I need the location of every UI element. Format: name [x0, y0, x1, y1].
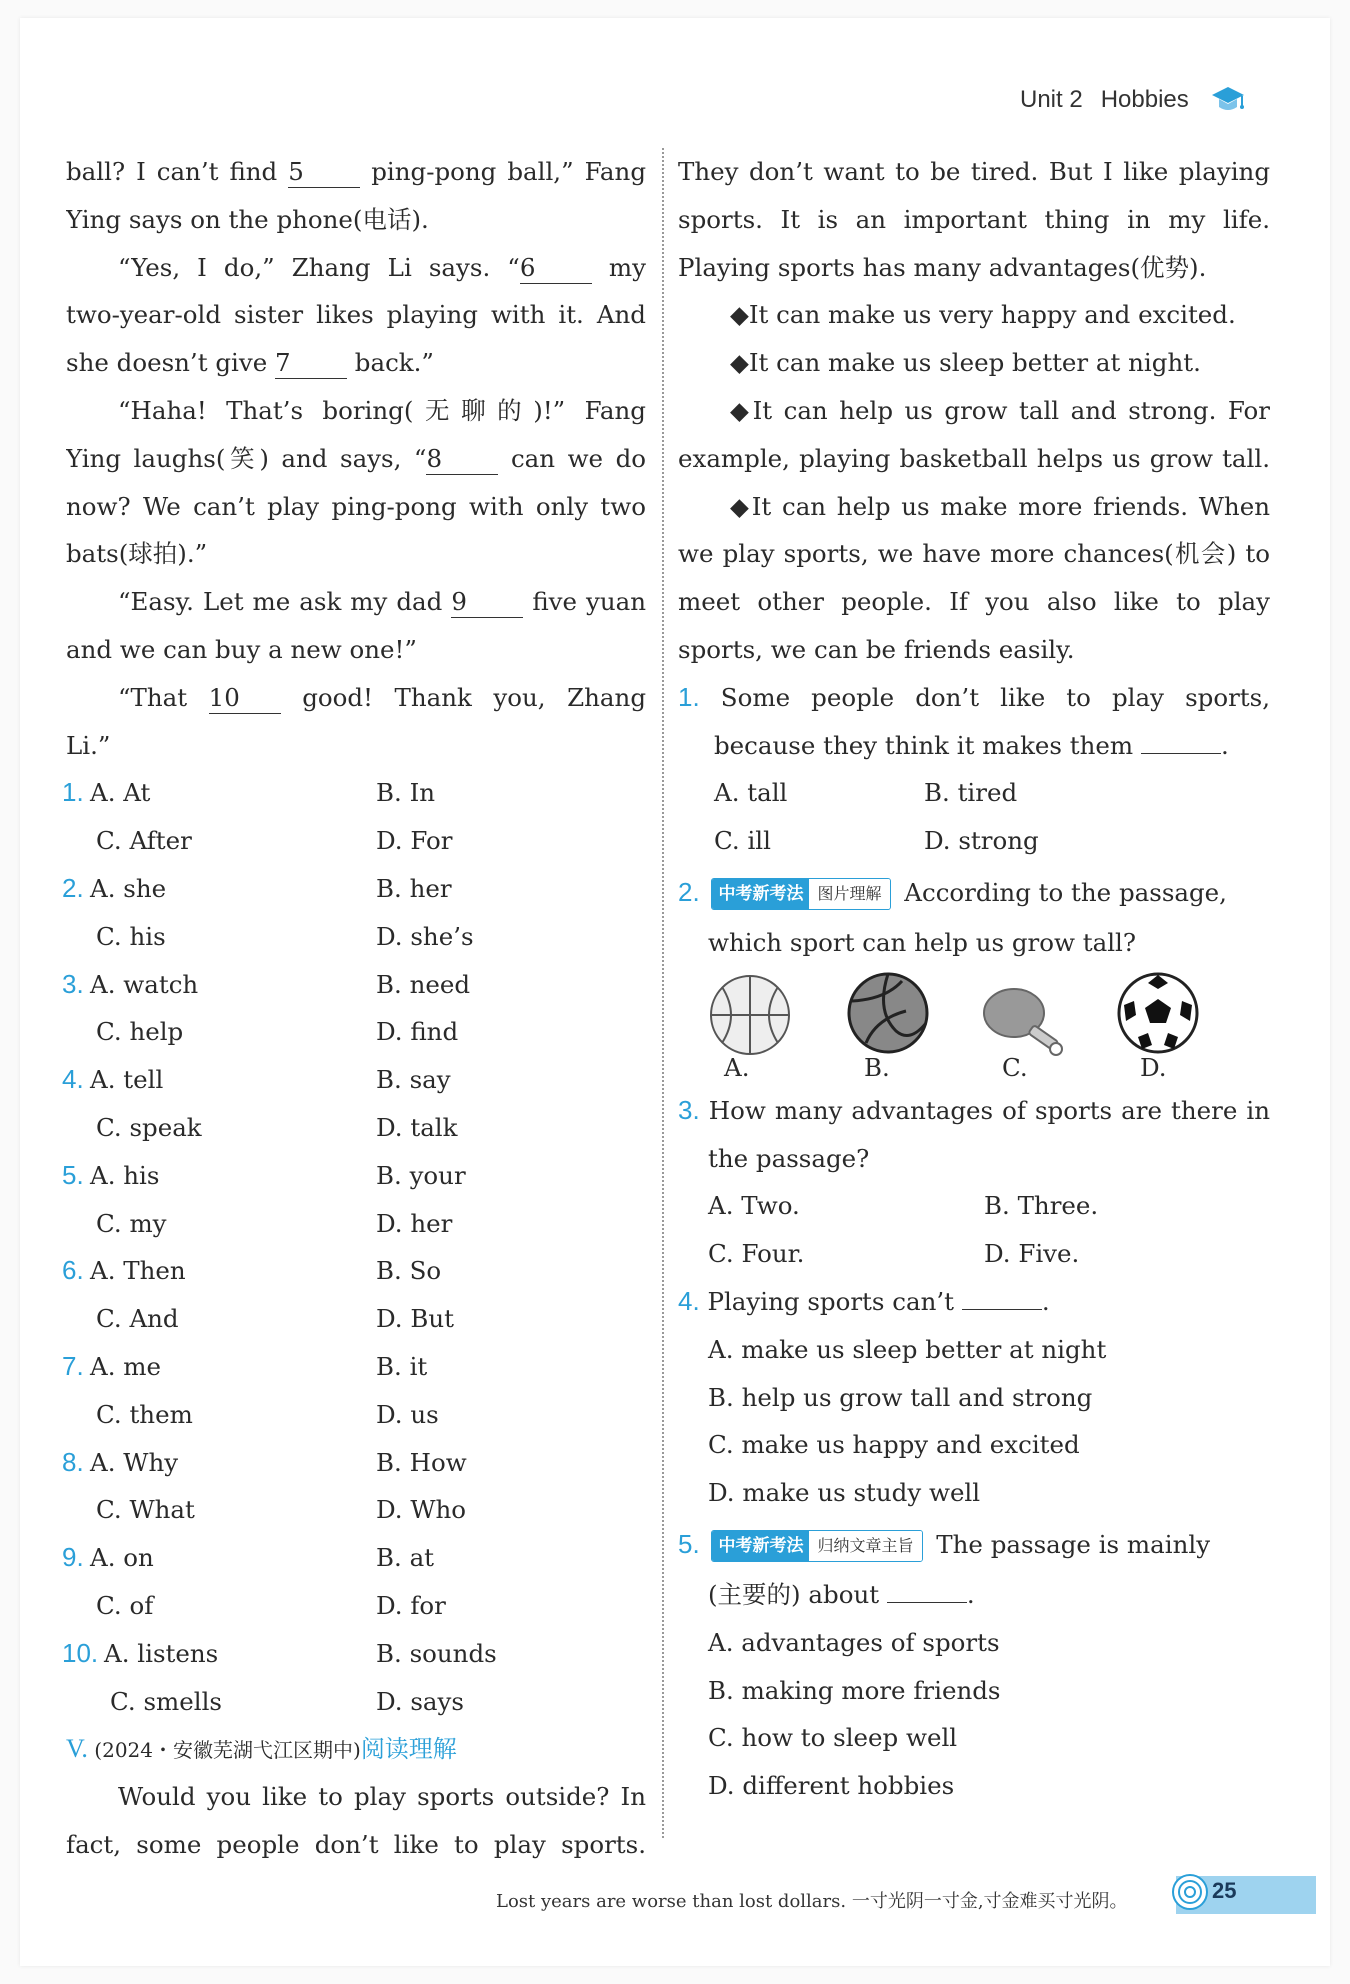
question-number: 7. [62, 1350, 84, 1381]
passage-text: Li.” [66, 730, 111, 760]
page-number: 25 [1212, 1878, 1237, 1903]
question-row [66, 817, 646, 865]
passage-text: and we can buy a new one!” [66, 634, 417, 664]
option-c[interactable]: C. smells [110, 1686, 222, 1716]
option-b[interactable]: B. How [376, 1447, 467, 1477]
option-a[interactable]: A. his [90, 1160, 160, 1190]
option-c[interactable]: C. speak [96, 1112, 202, 1142]
options-row [678, 1182, 1270, 1230]
question-text-cont: which sport can help us grow tall? [708, 927, 1137, 957]
option-d[interactable]: D. For [376, 826, 453, 856]
reading-line: ◆It can make us sleep better at night. [730, 348, 1201, 378]
option-b[interactable]: B. your [376, 1160, 466, 1190]
question-number: 3. [678, 1094, 700, 1125]
cloze-blank[interactable]: 5 [288, 157, 360, 188]
image-label-c: C. [1002, 1052, 1028, 1082]
option-d[interactable]: D. Five. [984, 1239, 1080, 1269]
passage-line [66, 674, 646, 722]
option-c[interactable]: C. help [96, 1017, 184, 1047]
badge-label: 中考新考法 [712, 1531, 809, 1561]
question-number: 3. [62, 968, 84, 999]
option-a[interactable]: A. me [90, 1351, 161, 1381]
reading-passage [678, 148, 1270, 674]
question-number: 8. [62, 1446, 84, 1477]
passage-text: two-year-old sister likes playing with it. And [66, 300, 646, 330]
unit-topic: Hobbies [1100, 86, 1189, 113]
question-number: 1. [62, 777, 84, 808]
question-row [62, 1534, 646, 1582]
options-row [678, 1230, 1270, 1278]
question-row [62, 1056, 646, 1104]
cloze-blank[interactable]: 9 [451, 587, 523, 618]
badge-type: 图片理解 [809, 879, 889, 909]
option-a[interactable]: A. advantages of sports [708, 1627, 1000, 1657]
passage-text: Ying says on the phone(电话). [66, 204, 429, 234]
option-b[interactable]: B. So [376, 1256, 442, 1286]
spiral-icon [1170, 1872, 1210, 1912]
question-3 [678, 1087, 1270, 1278]
passage-text: can we do [498, 443, 646, 473]
question-5 [678, 1517, 1270, 1810]
question-number: 10. [62, 1637, 99, 1668]
reading-line: sports, we can be friends easily. [678, 634, 1075, 664]
passage-text: five yuan [523, 587, 646, 617]
option-c[interactable]: C. What [96, 1495, 195, 1525]
option-a[interactable]: A. At [90, 778, 151, 808]
passage-text: she doesn’t give [66, 348, 275, 378]
passage-text: “That [118, 682, 209, 712]
option-d[interactable]: D. But [376, 1304, 454, 1334]
option-b[interactable]: B. her [376, 873, 452, 903]
question-row [66, 1200, 646, 1248]
reading-line: Would you like to play sports outside? In [118, 1782, 646, 1812]
passage-line [66, 244, 646, 292]
question-row [66, 1008, 646, 1056]
question-stem [678, 865, 1270, 919]
question-4 [678, 1278, 1270, 1517]
passage-line [66, 578, 646, 626]
option-c[interactable]: C. ill [714, 826, 771, 856]
question-row [66, 1486, 646, 1534]
option-a[interactable]: A. Why [90, 1447, 179, 1477]
option-b[interactable]: B. need [376, 969, 471, 999]
option-b[interactable]: B. say [376, 1065, 451, 1095]
question-row [66, 1295, 646, 1343]
passage-text: “Easy. Let me ask my dad [118, 587, 452, 617]
options-row [678, 817, 1270, 865]
option-b[interactable]: B. sounds [376, 1638, 497, 1668]
option-b[interactable]: B. help us grow tall and strong [708, 1382, 1093, 1412]
column-divider [662, 148, 664, 1838]
reading-line: meet other people. If you also like to play [678, 587, 1270, 617]
question-row [66, 1582, 646, 1630]
question-row [66, 1104, 646, 1152]
badge-type: 归纳文章主旨 [809, 1531, 921, 1561]
question-row [62, 1630, 646, 1678]
passage-line [66, 387, 646, 435]
question-stem-cont [678, 1135, 1270, 1183]
option-d[interactable]: D. make us study well [708, 1478, 981, 1508]
answer-blank[interactable] [1141, 729, 1221, 754]
passage-line [66, 626, 646, 674]
passage-text: ball? I can’t find [66, 157, 289, 186]
question-stem-cont [678, 919, 1270, 967]
cloze-blank[interactable]: 7 [275, 348, 347, 379]
question-number: 2. [678, 876, 700, 907]
unit-header [1020, 86, 1207, 114]
option-d[interactable]: D. her [376, 1208, 453, 1238]
question-number: 1. [678, 681, 700, 712]
graduation-cap-icon [1210, 84, 1246, 114]
passage-line [66, 722, 646, 770]
left-column [62, 148, 646, 1869]
passage-text: ping-pong ball,” Fang [360, 157, 646, 186]
passage-text: now? We can’t play ping-pong with only two [66, 491, 646, 521]
volleyball-icon[interactable] [846, 971, 930, 1055]
question-row [62, 769, 646, 817]
question-number: 2. [62, 872, 84, 903]
option-a[interactable]: A. listens [104, 1638, 219, 1668]
option-c[interactable]: C. And [96, 1304, 179, 1334]
question-row [62, 1343, 646, 1391]
passage-line [66, 483, 646, 531]
image-label-a: A. [724, 1052, 750, 1082]
soccer-ball-icon[interactable] [1116, 971, 1200, 1055]
question-stem-cont: because they think it makes them . [714, 730, 1229, 760]
option-b[interactable]: B. Three. [984, 1191, 1099, 1221]
question-text-cont: because they think it makes them [714, 730, 1134, 760]
cloze-blank[interactable]: 8 [426, 444, 498, 475]
option-c[interactable]: C. Four. [708, 1239, 805, 1269]
option-d[interactable]: D. us [376, 1399, 439, 1429]
right-column [678, 148, 1270, 1810]
question-text: The passage is mainly [936, 1529, 1211, 1559]
option-d[interactable]: D. find [376, 1017, 459, 1047]
reading-line: example, playing basketball helps us grow tall. [678, 443, 1270, 473]
question-row [66, 1391, 646, 1439]
options-row [678, 769, 1270, 817]
question-text-cont: (主要的) about [708, 1579, 880, 1609]
option-d[interactable]: D. for [376, 1590, 446, 1620]
passage-text: good! Thank you, Zhang [280, 682, 646, 712]
option-c[interactable]: C. his [96, 921, 166, 951]
option-a[interactable]: A. she [90, 873, 167, 903]
question-1 [678, 674, 1270, 865]
passage-text: “Haha! That’s boring(无聊的)!” Fang [118, 395, 646, 425]
option-a[interactable]: A. Then [90, 1256, 186, 1286]
unit-number: Unit 2 [1020, 86, 1083, 113]
question-text: Some people don’t like to play sports, [720, 682, 1270, 712]
option-c[interactable]: C. my [96, 1208, 167, 1238]
option-c[interactable]: C. how to sleep well [708, 1723, 958, 1753]
question-text: According to the passage, [904, 877, 1227, 907]
section-title: 阅读理解 [360, 1735, 457, 1764]
question-text: How many advantages of sports are there in [708, 1095, 1270, 1125]
option-c[interactable]: C. of [96, 1590, 154, 1620]
passage-text: bats(球拍).” [66, 539, 208, 569]
passage-line [66, 435, 646, 483]
section-source: (2024・安徽芜湖弋江区期中) [94, 1738, 361, 1763]
basketball-icon[interactable] [708, 973, 792, 1057]
question-number: 9. [62, 1542, 84, 1573]
question-text-cont: the passage? [708, 1143, 870, 1173]
option-a[interactable]: A. Two. [708, 1191, 800, 1221]
cloze-passage [66, 148, 646, 769]
cloze-questions [62, 769, 646, 1725]
question-row [62, 1439, 646, 1487]
passage-text: my [591, 252, 646, 282]
option-a[interactable]: A. make us sleep better at night [708, 1334, 1107, 1364]
option-c[interactable]: C. After [96, 826, 192, 856]
reading-line: Playing sports has many advantages(优势). [678, 252, 1207, 282]
question-number: 5. [62, 1159, 84, 1190]
question-2 [678, 865, 1270, 1087]
option-d[interactable]: D. talk [376, 1112, 458, 1142]
option-b[interactable]: B. at [376, 1543, 435, 1573]
passage-line [66, 530, 646, 578]
option-c[interactable]: C. make us happy and excited [708, 1430, 1080, 1460]
cloze-blank[interactable]: 6 [520, 253, 592, 284]
section-header [66, 1725, 646, 1773]
answer-blank[interactable] [887, 1578, 967, 1603]
question-stem [678, 1517, 1270, 1571]
option-d[interactable]: D. different hobbies [708, 1771, 955, 1801]
question-row [62, 1152, 646, 1200]
exam-badge [711, 878, 890, 910]
question-number: 6. [62, 1255, 84, 1286]
ping-pong-paddle-icon[interactable] [976, 981, 1076, 1061]
option-d[interactable]: D. says [376, 1686, 464, 1716]
question-stem: 4. Playing sports can’t . [678, 1278, 1270, 1326]
section-number: V. [66, 1734, 88, 1764]
passage-text: “Yes, I do,” Zhang Li says. “ [118, 252, 520, 282]
footer-quote: Lost years are worse than lost dollars. 一寸光阴一寸金,寸金难买寸光阴。 [496, 1891, 1128, 1912]
reading-line: ◆It can help us make more friends. When [730, 491, 1270, 521]
question-row [62, 961, 646, 1009]
passage-line [66, 196, 646, 244]
question-row [62, 1247, 646, 1295]
answer-blank[interactable] [962, 1285, 1042, 1310]
reading-passage-start [66, 1773, 646, 1869]
option-d[interactable]: D. she’s [376, 921, 474, 951]
image-options [678, 967, 1270, 1087]
reading-line: sports. It is an important thing in my life. [678, 204, 1270, 234]
passage-line [66, 291, 646, 339]
question-stem [678, 674, 1270, 722]
option-a[interactable]: A. tall [714, 778, 788, 808]
option-b[interactable]: B. In [376, 778, 436, 808]
passage-text: back.” [347, 348, 434, 378]
reading-line: ◆It can help us grow tall and strong. For [730, 395, 1270, 425]
image-label-d: D. [1140, 1052, 1167, 1082]
option-b[interactable]: B. it [376, 1351, 428, 1381]
question-row [66, 1678, 646, 1726]
reading-line: we play sports, we have more chances(机会) to [678, 539, 1270, 569]
reading-line: ◆It can make us very happy and excited. [730, 300, 1236, 330]
question-row [66, 913, 646, 961]
option-a[interactable]: A. tell [90, 1065, 164, 1095]
image-label-b: B. [864, 1052, 890, 1082]
exam-badge [711, 1530, 922, 1562]
question-number: 4. [678, 1285, 700, 1316]
question-stem [678, 1087, 1270, 1135]
passage-text: Ying laughs(笑) and says, “ [66, 443, 427, 473]
passage-line [66, 148, 646, 196]
option-a[interactable]: A. watch [90, 969, 199, 999]
reading-line: fact, some people don’t like to play sports. [66, 1829, 646, 1859]
option-c[interactable]: C. them [96, 1399, 193, 1429]
cloze-blank[interactable]: 10 [209, 683, 281, 714]
option-b[interactable]: B. making more friends [708, 1675, 1001, 1705]
question-number: 4. [62, 1064, 84, 1095]
passage-line [66, 339, 646, 387]
reading-line: They don’t want to be tired. But I like playing [678, 157, 1270, 186]
option-b[interactable]: B. tired [924, 778, 1018, 808]
option-d[interactable]: D. Who [376, 1495, 467, 1525]
question-stem-cont: (主要的) about . [708, 1579, 975, 1609]
question-row [62, 865, 646, 913]
question-text: Playing sports can’t [707, 1286, 955, 1316]
badge-label: 中考新考法 [712, 879, 809, 909]
option-a[interactable]: A. on [90, 1543, 154, 1573]
option-d[interactable]: D. strong [924, 826, 1039, 856]
question-number: 5. [678, 1528, 700, 1559]
